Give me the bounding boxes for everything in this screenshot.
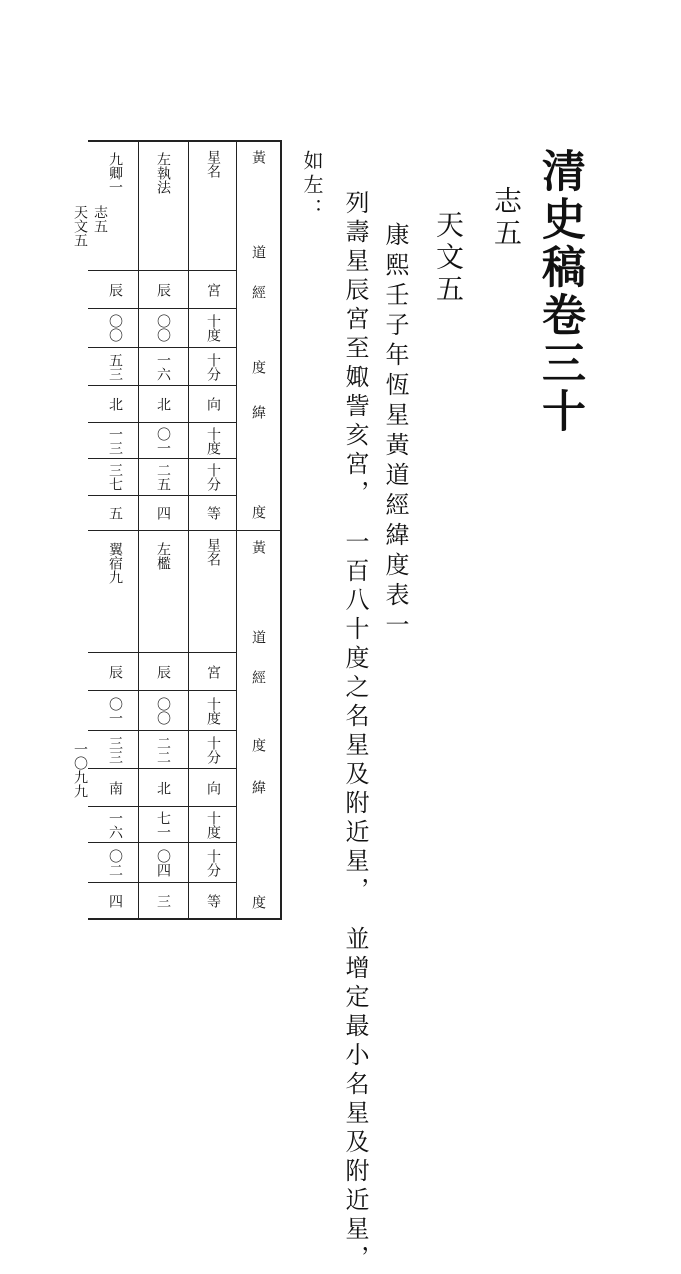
subheader-ten-minutes: 十分 [205,735,221,764]
description-part3: 並增定最小名星及附近星， [341,926,369,1274]
subheader-palace: 宮 [205,282,221,297]
header-char: 緯 [250,780,266,794]
running-head-chapter: 志五 [92,205,108,233]
book-title: 清史稿卷三十 [534,148,585,436]
description-part2: 一百八十度之名星及附近星， [341,529,369,906]
subheader-ten-minutes: 十分 [205,463,221,491]
subheader-ten-degrees: 十度 [205,314,221,342]
table-cell: 三七 [107,463,123,491]
subheader-star-name: 星名 [205,538,221,566]
header-char: 度 [250,505,266,519]
header-char: 道 [250,630,266,644]
star-table [88,140,282,920]
table-top-border [88,140,282,142]
subheader-palace: 宮 [205,664,221,679]
subheader-ten-minutes: 十分 [205,848,221,877]
table-cell: 北 [155,780,171,795]
header-char: 緯 [250,405,266,419]
table-cell: 〇二 [107,848,123,877]
subheader-ten-degrees: 十度 [205,696,221,725]
table-cell: 辰 [107,282,123,297]
table-cell: 〇〇 [107,314,123,342]
table-cell: 一六 [155,352,171,381]
table-cell: 四 [107,893,123,908]
subheader-star-name: 星名 [205,150,221,178]
chapter-heading: 志五 [490,186,523,250]
header-char: 度 [250,895,266,909]
subheader-ten-degrees: 十度 [205,426,221,455]
description-end: 如左： [300,150,324,222]
subheader-ten-degrees: 十度 [205,810,221,839]
table-cell: 〇〇 [155,314,171,342]
table-cell: 二二 [155,735,171,764]
table-cell: 五 [107,506,123,520]
header-char: 黃 [250,540,266,554]
subheader-direction: 向 [205,780,221,795]
subheader-magnitude: 等 [205,506,221,520]
header-char: 黃 [250,150,266,164]
table-title: 康熙壬子年恆星黃道經緯度表一 [381,222,409,642]
star-name: 翼宿九 [107,542,123,584]
header-char: 度 [250,360,266,374]
table-cell: 一三 [107,426,123,455]
header-char: 經 [250,285,266,299]
subheader-ten-minutes: 十分 [205,352,221,381]
star-name: 左檻 [155,542,171,570]
table-cell: 一六 [107,810,123,839]
table-cell: 南 [107,780,123,795]
table-cell: 〇一 [107,696,123,725]
table-bottom-border [88,918,282,920]
section-heading: 天文五 [432,210,465,306]
table-cell: 七一 [155,810,171,839]
header-char: 道 [250,245,266,259]
table-cell: 辰 [155,282,171,297]
table-cell: 辰 [155,664,171,679]
row-divider [88,530,282,531]
subheader-magnitude: 等 [205,893,221,908]
table-cell: 五三 [107,352,123,381]
table-cell: 辰 [107,664,123,679]
table-cell: 四 [155,506,171,520]
star-name: 九卿一 [107,152,123,194]
table-cell: 〇四 [155,848,171,877]
header-char: 經 [250,670,266,684]
table-cell: 〇〇 [155,696,171,725]
table-cell: 三三 [107,735,123,764]
table-cell: 北 [107,397,123,411]
description-text [338,190,373,1274]
table-cell: 〇一 [155,426,171,455]
subheader-direction: 向 [205,397,221,411]
description-part1: 列壽星辰宮至娵訾亥宮， [341,190,369,509]
table-cell: 三 [155,893,171,908]
header-char: 度 [250,738,266,752]
page-number: 一〇九九 [72,742,88,798]
star-name: 左執法 [155,152,171,194]
table-cell: 二五 [155,463,171,491]
running-head-section: 天文五 [72,205,88,247]
table-cell: 北 [155,397,171,411]
